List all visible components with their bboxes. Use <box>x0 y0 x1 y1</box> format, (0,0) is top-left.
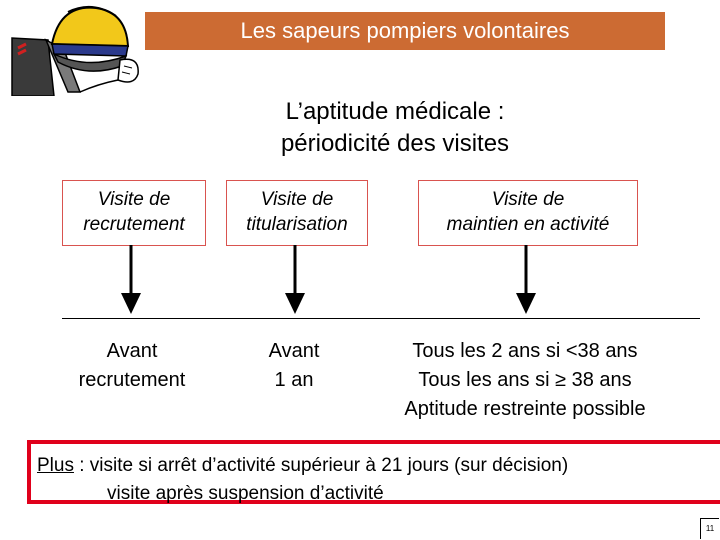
visit-label-line-2: titularisation <box>246 214 348 235</box>
note-plus-label: Plus <box>37 455 74 476</box>
timing-line: recrutement <box>78 369 186 391</box>
visit-label-line-1: Visite de <box>97 189 171 211</box>
visit-label-line-1: Visite de <box>491 189 565 211</box>
arrow-down-icon <box>516 245 536 314</box>
timeline-divider <box>62 318 700 319</box>
arrow-down-icon <box>285 245 305 314</box>
timing-maintien <box>370 337 680 424</box>
visit-label-line-2: maintien en activité <box>446 214 610 235</box>
page-title: Les sapeurs pompiers volontaires <box>240 18 570 43</box>
visit-label-line-1: Visite de <box>260 189 334 211</box>
arrow-down-icon <box>121 245 141 314</box>
visit-label-line-2: recrutement <box>83 214 185 235</box>
timing-line: Avant <box>106 340 158 362</box>
timing-recrutement <box>52 337 212 395</box>
timing-titularisation <box>238 337 350 395</box>
subtitle-line-1: L’aptitude médicale : <box>285 98 505 125</box>
timing-line: 1 an <box>274 369 314 391</box>
note-line-1 <box>37 452 720 480</box>
note-text-1: : visite si arrêt d’activité supérieur à 21 jours (sur décision) <box>73 455 569 476</box>
page-number: 11 <box>700 518 719 539</box>
timing-line: Aptitude restreinte possible <box>404 398 646 420</box>
subtitle-line-2: périodicité des visites <box>280 130 510 158</box>
note-box <box>27 440 720 504</box>
timing-line: Tous les ans si ≥ 38 ans <box>418 369 632 391</box>
note-line-2: visite après suspension d’activité <box>107 482 384 504</box>
timing-line: Avant <box>268 340 320 362</box>
timing-line: Tous les 2 ans si <38 ans <box>412 340 638 362</box>
